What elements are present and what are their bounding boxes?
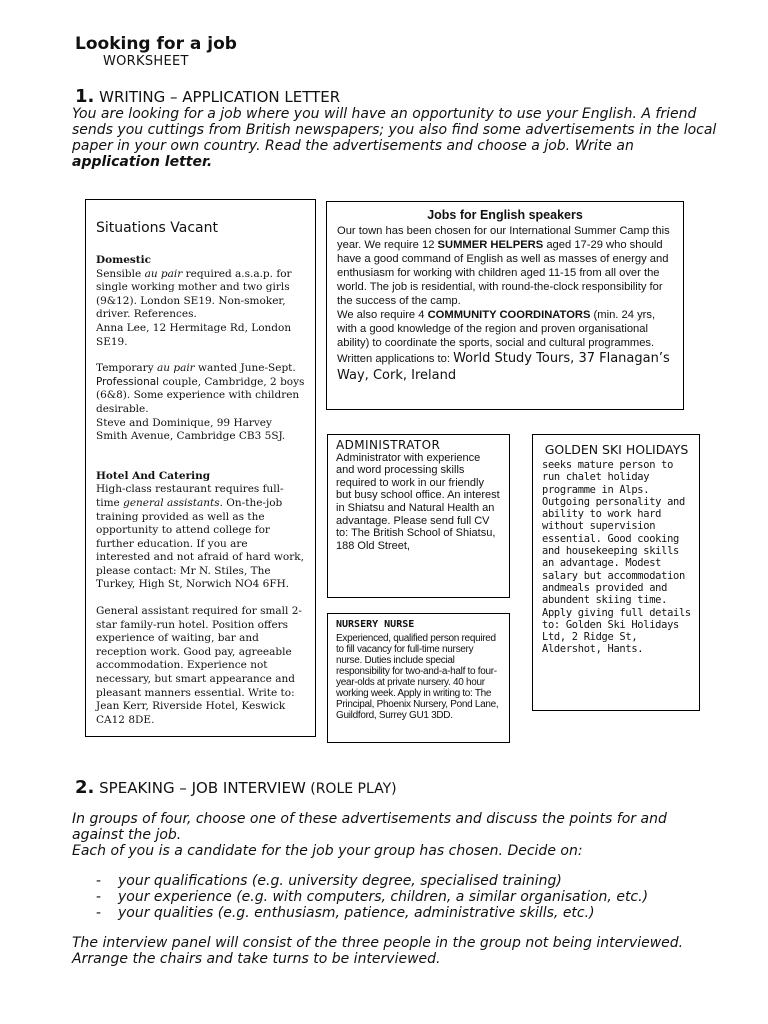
speaking-list xyxy=(72,873,722,921)
list-item: - your experience (e.g. with computers, children, a similar organisation, etc.) xyxy=(96,889,649,905)
golden-ski-body: seeks mature person to run chalet holiday programme in Alps. Outgoing personality and ability to work hard without supervision essential. Good cooking and housekeeping skills an advantage. Modest salary but accommodation andmeals provided and abundent skiing time. Apply giving full details to: Golden Ski Holidays Ltd, 2 Ridge St, Aldershot, Hants. xyxy=(542,459,691,656)
list-item: - your qualifications (e.g. university degree, specialised training) xyxy=(96,873,562,889)
page-subtitle: WORKSHEET xyxy=(103,54,189,69)
domestic-heading: Domestic xyxy=(96,254,152,266)
page-title: Looking for a job xyxy=(75,34,237,54)
section-1-title: WRITING – APPLICATION LETTER xyxy=(99,88,341,106)
administrator-box xyxy=(327,434,510,598)
ad-au-pair-2-contact: Steve and Dominique, 99 Harvey Smith Avenue, Cambridge CB3 5SJ. xyxy=(96,416,286,443)
administrator-body: Administrator with experience and word processing skills required to work in our friendly but busy school office. An interest in Shiatsu and Natural Health an advantage. Please send full CV to: The British School of Shiatsu, 188 Old Street, xyxy=(336,451,500,552)
jobs-english-box xyxy=(326,201,684,410)
section-2-title-suffix: (ROLE PLAY) xyxy=(305,781,397,797)
ad-au-pair-2: Temporary au pair wanted June-Sept. Professional couple, Cambridge, 2 boys (6&8). Some experience with children desirable. xyxy=(96,362,305,415)
jobs-english-p2: We also require 4 COMMUNITY COORDINATORS (min. 24 yrs, with a good knowledge of the region and proven organisational ability) to coordinate the sports, social and cultural programmes. xyxy=(337,309,656,349)
section-2-instructions xyxy=(72,811,722,967)
speaking-para-1: In groups of four, choose one of these advertisements and discuss the points for and against the job. xyxy=(72,811,667,843)
ad-hotel-assistant: General assistant required for small 2-star family-run hotel. Position offers experience of waiting, bar and reception work. Good pay, agreeable accommodation. Experience not necessary, but smart appearance and pleasant manners essential. Write to: Jean Kerr, Riverside Hotel, Keswick CA12 8DE. xyxy=(96,605,302,726)
administrator-title: ADMINISTRATOR xyxy=(336,438,441,452)
nursery-nurse-title: NURSERY NURSE xyxy=(336,619,415,630)
speaking-para-3: The interview panel will consist of the three people in the group not being interviewed. Arrange the chairs and take turns to be interviewed. xyxy=(72,935,684,967)
jobs-english-p3: Written applications to: World Study Tours, 37 Flanagan’s Way, Cork, Ireland xyxy=(337,351,670,383)
jobs-english-title: Jobs for English speakers xyxy=(427,208,583,222)
section-1-number: 1. xyxy=(75,86,95,107)
section-2-number: 2. xyxy=(75,777,95,798)
section-2-title: SPEAKING – JOB INTERVIEW xyxy=(99,779,306,797)
ad-au-pair-1: Sensible au pair required a.s.a.p. for single working mother and two girls (9&12). London SE19. Non-smoker, driver. References. xyxy=(96,267,292,321)
ad-restaurant: High-class restaurant requires full-time general assistants. On-the-job training provided as well as the opportunity to attend college for further education. If you are interested and not afraid of hard work, please contact: Mr N. Stiles, The Turkey, High St, Norwich NO4 6FH. xyxy=(96,483,304,591)
golden-ski-box xyxy=(532,434,700,711)
jobs-english-p1: Our town has been chosen for our International Summer Camp this year. We require 12 SUMMER HELPERS aged 17-29 who should have a good command of English as well as masses of energy and enthusiasm for working with children aged 11-15 from all over the world. The job is residential, with round-the-clock responsibility for the success of the camp. xyxy=(337,225,670,307)
golden-ski-title: GOLDEN SKI HOLIDAYS xyxy=(544,442,689,457)
section-2-heading xyxy=(75,777,397,798)
list-item: - your qualities (e.g. enthusiasm, patience, administrative skills, etc.) xyxy=(96,905,595,921)
nursery-nurse-box xyxy=(327,613,510,743)
situations-vacant-box xyxy=(85,199,316,737)
hotel-catering-heading: Hotel And Catering xyxy=(96,469,211,482)
situations-vacant-title: Situations Vacant xyxy=(96,220,218,236)
instructions-text: You are looking for a job where you will have an opportunity to use your English. A friend sends you cuttings from British newspapers; you also find some advertisements in the local paper in your own country. Read the advertisements and choose a job. Write an xyxy=(72,106,717,154)
section-1-instructions xyxy=(72,106,722,170)
nursery-nurse-body: Experienced, qualified person required to fill vacancy for full-time nursery nurse. Duties include special responsibility for two-and-a-half to four-year-olds at private nursery. 40 hour working week. Apply in writing to: The Principal, Phoenix Nursery, Pond Lane, Guildford, Surrey GU1 3DD. xyxy=(336,633,499,721)
section-1-heading xyxy=(75,86,340,107)
ad-au-pair-1-contact: Anna Lee, 12 Hermitage Rd, London SE19. xyxy=(96,321,292,348)
speaking-para-2: Each of you is a candidate for the job your group has chosen. Decide on: xyxy=(72,843,583,859)
instructions-bold-text: application letter. xyxy=(72,154,213,170)
